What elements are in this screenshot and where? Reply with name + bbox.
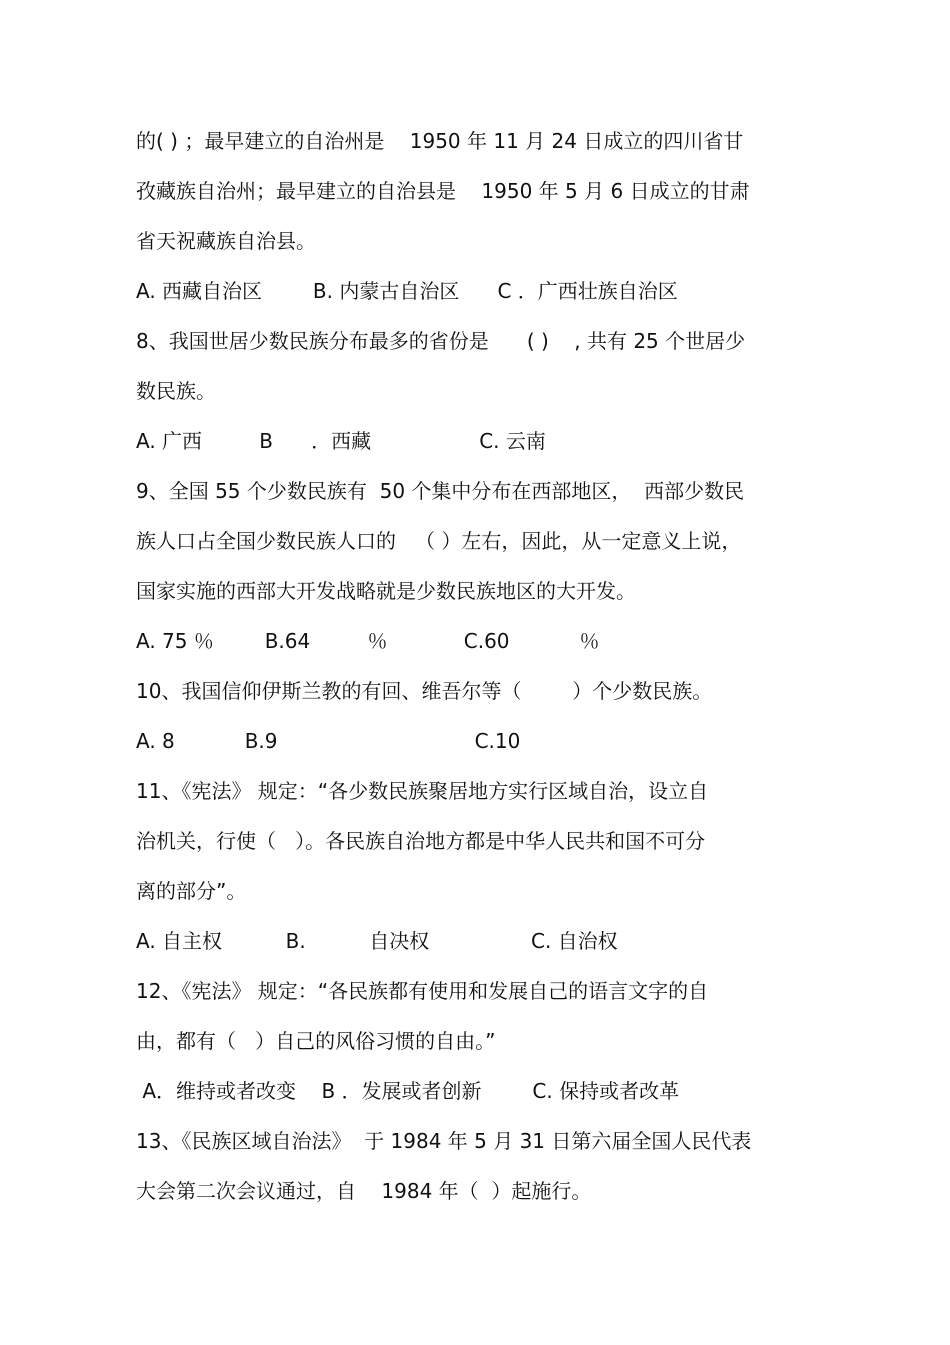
answer-options: A. 8 B.9 C.10: [136, 729, 521, 753]
text-line: 治机关，行使（ ）。各民族自治地方都是中华人民共和国不可分: [136, 829, 706, 853]
answer-options: A．维持或者改变 B ．发展或者创新 C. 保持或者改革: [136, 1079, 680, 1103]
question-12: 12、《宪法》 规定：“各民族都有使用和发展自己的语言文字的自: [136, 979, 709, 1003]
question-11: 11、《宪法》 规定：“各少数民族聚居地方实行区域自治，设立自: [136, 779, 709, 803]
text-line: 族人口占全国少数民族人口的 （ ）左右，因此，从一定意义上说，: [136, 529, 742, 553]
text-line: 由，都有（ ）自己的风俗习惯的自由。”: [136, 1029, 496, 1053]
text-line: 离的部分”。: [136, 879, 247, 903]
text-line: 数民族。: [136, 379, 216, 403]
question-13: 13、《民族区域自治法》 于 1984 年 5 月 31 日第六届全国人民代表: [136, 1129, 752, 1153]
text-line: 的( ) ；最早建立的自治州是 1950 年 11 月 24 日成立的四川省甘: [136, 129, 744, 153]
question-9: 9、全国 55 个少数民族有 50 个集中分布在西部地区， 西部少数民: [136, 479, 745, 503]
text-line: 大会第二次会议通过，自 1984 年（ ）起施行。: [136, 1179, 592, 1203]
question-10: 10、我国信仰伊斯兰教的有回、维吾尔等（ ）个少数民族。: [136, 679, 713, 703]
answer-options: A. 自主权 B. 自决权 C. 自治权: [136, 929, 618, 953]
question-8: 8、我国世居少数民族分布最多的省份是 ( ) , 共有 25 个世居少: [136, 329, 746, 353]
answer-options: A. 75 ％ B.64 ％ C.60 ％: [136, 629, 600, 653]
text-line: 孜藏族自治州；最早建立的自治县是 1950 年 5 月 6 日成立的甘肃: [136, 179, 750, 203]
text-line: 国家实施的西部大开发战略就是少数民族地区的大开发。: [136, 579, 636, 603]
answer-options: A. 广西 B ．西藏 C. 云南: [136, 429, 546, 453]
answer-options: A. 西藏自治区 B. 内蒙古自治区 C ．广西壮族自治区: [136, 279, 678, 303]
text-line: 省天祝藏族自治县。: [136, 229, 316, 253]
